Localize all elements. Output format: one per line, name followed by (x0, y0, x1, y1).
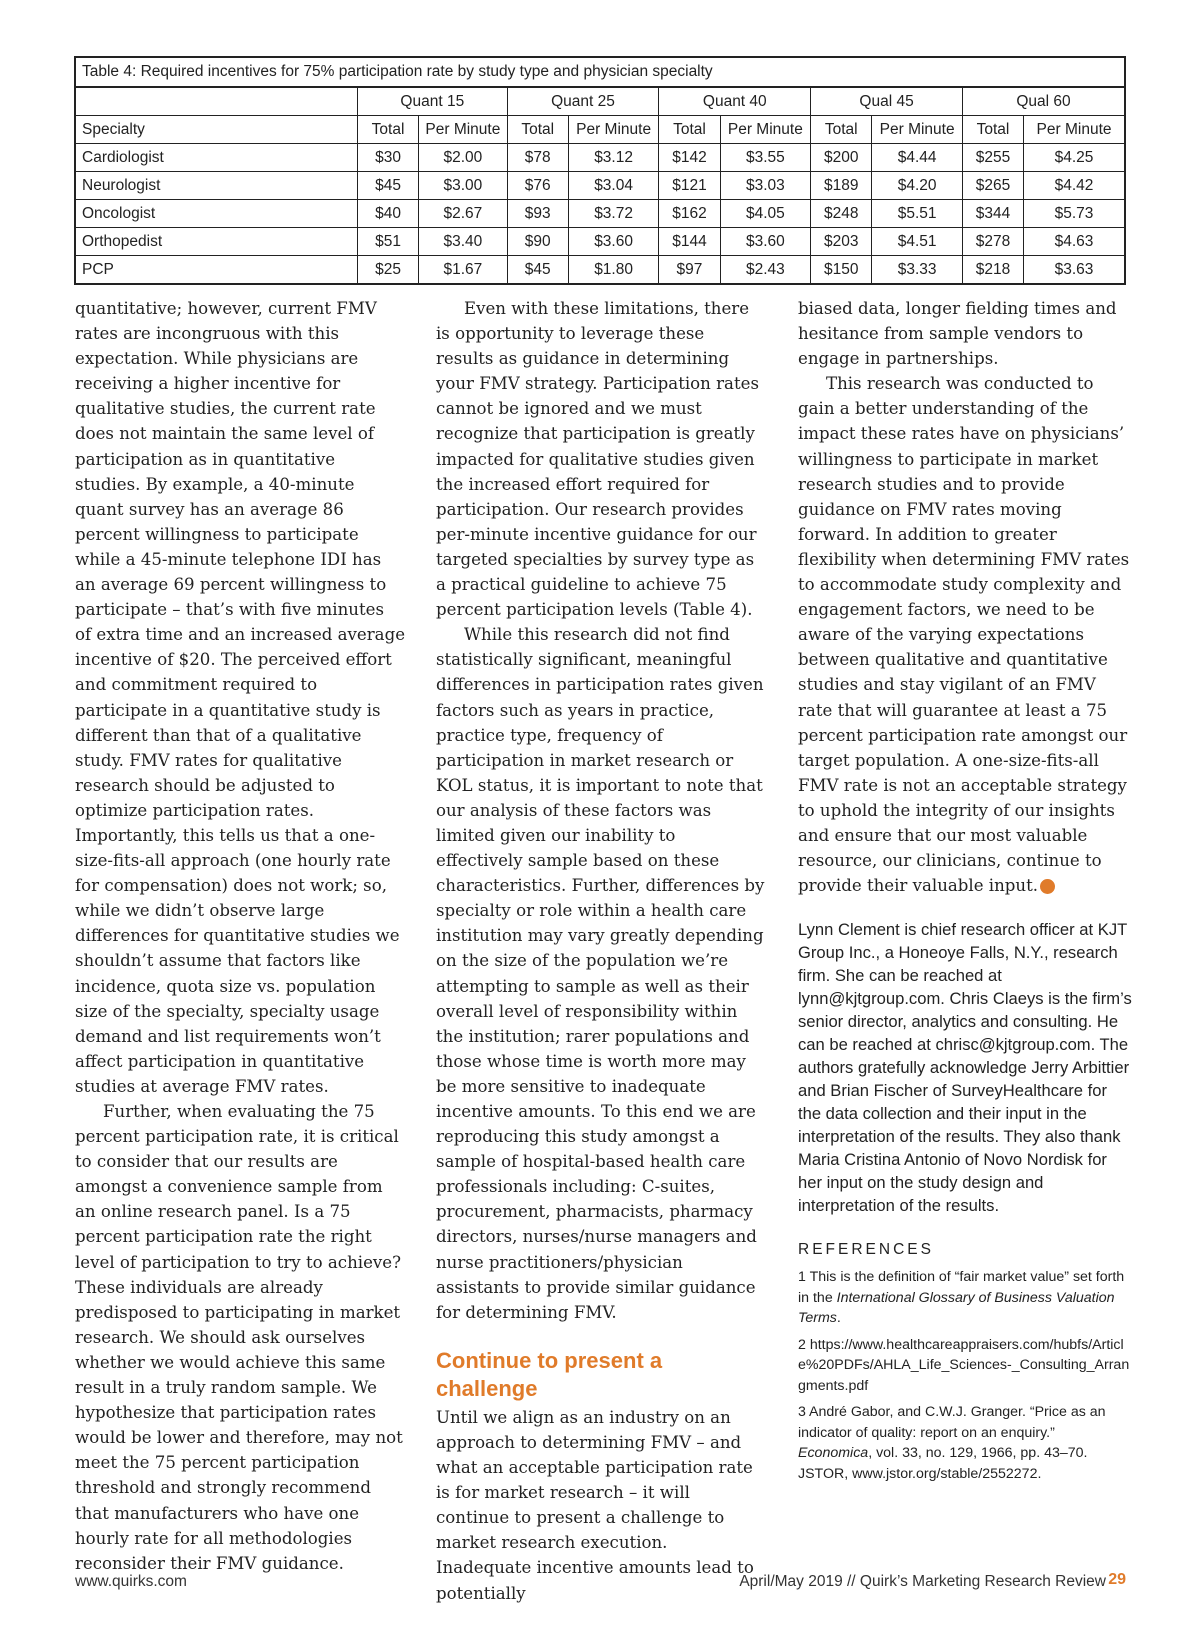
per-minute-cell: $2.43 (720, 256, 811, 285)
total-cell: $200 (811, 144, 872, 172)
paragraph: biased data, longer fielding times and hesitance from sample vendors to engage in partnerships. (798, 299, 1117, 369)
reference-text: , vol. 33, no. 129, 1966, pp. 43–70. JSTOR, www.jstor.org/stable/2552272. (798, 1445, 1088, 1482)
page-number: 29 (1108, 1571, 1126, 1588)
total-cell: $162 (659, 200, 720, 228)
per-minute-header: Per Minute (1024, 116, 1125, 144)
per-minute-cell: $4.63 (1024, 228, 1125, 256)
per-minute-cell: $3.40 (419, 228, 508, 256)
reference-text: 3 André Gabor, and C.W.J. Granger. “Price as an indicator of quality: report on an enquiry.” (798, 1404, 1106, 1441)
per-minute-cell: $3.33 (872, 256, 963, 285)
per-minute-cell: $3.55 (720, 144, 811, 172)
specialty-cell: Oncologist (75, 200, 357, 228)
per-minute-cell: $3.00 (419, 172, 508, 200)
reference-italic: Economica (798, 1445, 869, 1462)
total-cell: $45 (357, 172, 418, 200)
specialty-cell: PCP (75, 256, 357, 285)
per-minute-cell: $3.12 (568, 144, 659, 172)
total-cell: $121 (659, 172, 720, 200)
per-minute-cell: $3.03 (720, 172, 811, 200)
group-header: Quant 25 (507, 87, 659, 116)
specialty-header: Specialty (75, 116, 357, 144)
per-minute-header: Per Minute (872, 116, 963, 144)
total-cell: $144 (659, 228, 720, 256)
per-minute-cell: $3.63 (1024, 256, 1125, 285)
reference-item: 2 https://www.healthcareappraisers.com/hubfs/Article%20PDFs/AHLA_Life_Sciences-_Consulting_Arrangments.pdf (798, 1336, 1130, 1394)
per-minute-cell: $4.25 (1024, 144, 1125, 172)
per-minute-cell: $5.73 (1024, 200, 1125, 228)
total-cell: $76 (507, 172, 568, 200)
table-column-header-row (75, 116, 1125, 144)
total-cell: $25 (357, 256, 418, 285)
paragraph: Until we align as an industry on an approach to determining FMV – and what an acceptable participation rate is for market research – it will continue to present a challenge to market research execution. Inadequate incentive amounts lead to potentially (436, 1407, 754, 1603)
group-header: Qual 60 (962, 87, 1125, 116)
per-minute-cell: $5.51 (872, 200, 963, 228)
per-minute-cell: $4.51 (872, 228, 963, 256)
specialty-cell: Cardiologist (75, 144, 357, 172)
total-cell: $248 (811, 200, 872, 228)
total-header: Total (507, 116, 568, 144)
total-cell: $218 (962, 256, 1023, 285)
paragraph: Further, when evaluating the 75 percent participation rate, it is critical to consider that our results are amongst a convenience sample from an online research panel. Is a 75 percent participation rate the right level of participation to try to achieve? These individuals are already predisposed to participating in market research. We should ask ourselves whether we would achieve this same result in a truly random sample. We hypothesize that participation rates would be lower and therefore, may not meet the 75 percent participation threshold and strongly recommend that manufacturers who have one hourly rate for all methodologies reconsider their FMV guidance. (75, 1102, 403, 1573)
total-header: Total (962, 116, 1023, 144)
table-group-header-row (75, 87, 1125, 116)
total-cell: $30 (357, 144, 418, 172)
total-cell: $150 (811, 256, 872, 285)
reference-italic: International Glossary of Business Valuation Terms (798, 1289, 1115, 1327)
paragraph-text: This research was conducted to gain a better understanding of the impact these rates have on physicians’ willingness to participate in market research studies and to provide guidance on FMV rates moving forward. In addition to greater flexibility when determining FMV rates to accommodate study complexity and engagement factors, we need to be aware of the varying expectations between qualitative and quantitative studies and stay vigilant of an FMV rate that will guarantee at least a 75 percent participation rate amongst our target population. A one-size-fits-all FMV rate is not an acceptable strategy to uphold the integrity of our insights and ensure that our most valuable resource, our clinicians, continue to provide their valuable input. (798, 374, 1130, 896)
total-cell: $189 (811, 172, 872, 200)
per-minute-header: Per Minute (419, 116, 508, 144)
per-minute-header: Per Minute (720, 116, 811, 144)
total-cell: $90 (507, 228, 568, 256)
paragraph: While this research did not find statistically significant, meaningful differences in participation rates given factors such as years in practice, practice type, frequency of participation in market research or KOL status, it is important to note that our analysis of these factors was limited given our inability to effectively sample based on these characteristics. Further, differences by specialty or role within a health care institution may vary greatly depending on the size of the population we’re attempting to sample as well as their overall level of responsibility within the institution; rarer populations and those whose time is worth more may be more sensitive to inadequate incentive amounts. To this end we are reproducing this study amongst a sample of hospital-based health care professionals including: C-suites, procurement, pharmacists, pharmacy directors, nurses/nurse managers and nurse practitioners/physician assistants to provide similar guidance for determining FMV. (436, 625, 765, 1322)
table-row (75, 200, 1125, 228)
author-bio: Lynn Clement is chief research officer at KJT Group Inc., a Honeoye Falls, N.Y., research firm. She can be reached at lynn@kjtgroup.com. Chris Claeys is the firm’s senior director, analytics and consulting. He can be reached at chrisc@kjtgroup.com. The authors gratefully acknowledge Jerry Arbittier and Brian Fischer of SurveyHealthcare for the data collection and their input in the interpretation of the results. They also thank Maria Cristina Antonio of Novo Nordisk for her input on the study design and interpretation of the results. (798, 920, 1132, 1216)
reference-item (798, 1402, 1132, 1484)
total-cell: $203 (811, 228, 872, 256)
end-of-article-icon: Q (1040, 879, 1055, 894)
per-minute-cell: $3.60 (568, 228, 659, 256)
total-cell: $265 (962, 172, 1023, 200)
table-row (75, 172, 1125, 200)
total-header: Total (659, 116, 720, 144)
total-cell: $97 (659, 256, 720, 285)
paragraph: quantitative; however, current FMV rates are incongruous with this expectation. While physicians are receiving a higher incentive for qualitative studies, the current rate does not maintain the same level of participation as in quantitative studies. By example, a 40-minute quant survey has an average 86 percent willingness to participate while a 45-minute telephone IDI has an average 69 percent willingness to participate – that’s with five minutes of extra time and an increased average incentive of $20. The perceived effort and commitment required to participate in a quantitative study is different than that of a qualitative study. FMV rates for qualitative research should be adjusted to optimize participation rates. Importantly, this tells us that a one-size-fits-all approach (one hourly rate for compensation) does not work; so, while we didn’t observe large differences for quantitative studies we shouldn’t assume that factors like incidence, quota size vs. population size of the specialty, specialty usage demand and list requirements won’t affect participation in quantitative studies at average FMV rates. (75, 299, 406, 1096)
table-row (75, 144, 1125, 172)
section-heading: Continue to present a challenge (436, 1347, 663, 1401)
total-cell: $40 (357, 200, 418, 228)
per-minute-cell: $4.05 (720, 200, 811, 228)
per-minute-cell: $3.04 (568, 172, 659, 200)
column-2 (436, 296, 766, 1606)
per-minute-cell: $4.44 (872, 144, 963, 172)
specialty-cell: Orthopedist (75, 228, 357, 256)
table-body (75, 144, 1125, 285)
per-minute-cell: $2.67 (419, 200, 508, 228)
empty-header-cell (75, 87, 357, 116)
per-minute-cell: $1.67 (419, 256, 508, 285)
per-minute-cell: $2.00 (419, 144, 508, 172)
group-header: Quant 40 (659, 87, 811, 116)
column-3 (798, 296, 1132, 1484)
references-title: REFERENCES (798, 1241, 934, 1259)
total-cell: $51 (357, 228, 418, 256)
table-caption: Table 4: Required incentives for 75% participation rate by study type and physician specialty (75, 57, 1125, 87)
reference-text: 1 This is the definition of “fair market value” set forth in the (798, 1269, 1125, 1306)
specialty-cell: Neurologist (75, 172, 357, 200)
column-1 (75, 296, 405, 1576)
per-minute-cell: $1.80 (568, 256, 659, 285)
total-cell: $78 (507, 144, 568, 172)
group-header: Qual 45 (811, 87, 963, 116)
per-minute-cell: $4.20 (872, 172, 963, 200)
total-cell: $278 (962, 228, 1023, 256)
per-minute-cell: $3.72 (568, 200, 659, 228)
total-header: Total (811, 116, 872, 144)
total-cell: $344 (962, 200, 1023, 228)
total-cell: $142 (659, 144, 720, 172)
per-minute-cell: $4.42 (1024, 172, 1125, 200)
footer-issue: April/May 2019 // Quirk’s Marketing Research Review (739, 1573, 1106, 1590)
table-row (75, 256, 1125, 285)
incentives-table-container (74, 56, 1126, 285)
total-header: Total (357, 116, 418, 144)
footer-website: www.quirks.com (75, 1573, 187, 1590)
total-cell: $45 (507, 256, 568, 285)
table-row (75, 228, 1125, 256)
reference-text: . (836, 1310, 841, 1327)
total-cell: $93 (507, 200, 568, 228)
per-minute-header: Per Minute (568, 116, 659, 144)
table-caption-row (75, 57, 1125, 87)
group-header: Quant 15 (357, 87, 507, 116)
reference-item (798, 1267, 1132, 1329)
incentives-table (74, 56, 1126, 285)
total-cell: $255 (962, 144, 1023, 172)
per-minute-cell: $3.60 (720, 228, 811, 256)
paragraph (798, 371, 1132, 898)
paragraph: Even with these limitations, there is opportunity to leverage these results as guidance in determining your FMV strategy. Participation rates cannot be ignored and we must recognize that participation is greatly impacted for qualitative studies given the increased effort required for participation. Our research provides per-minute incentive guidance for our targeted specialties by survey type as a practical guideline to achieve 75 percent participation levels (Table 4). (436, 299, 759, 620)
